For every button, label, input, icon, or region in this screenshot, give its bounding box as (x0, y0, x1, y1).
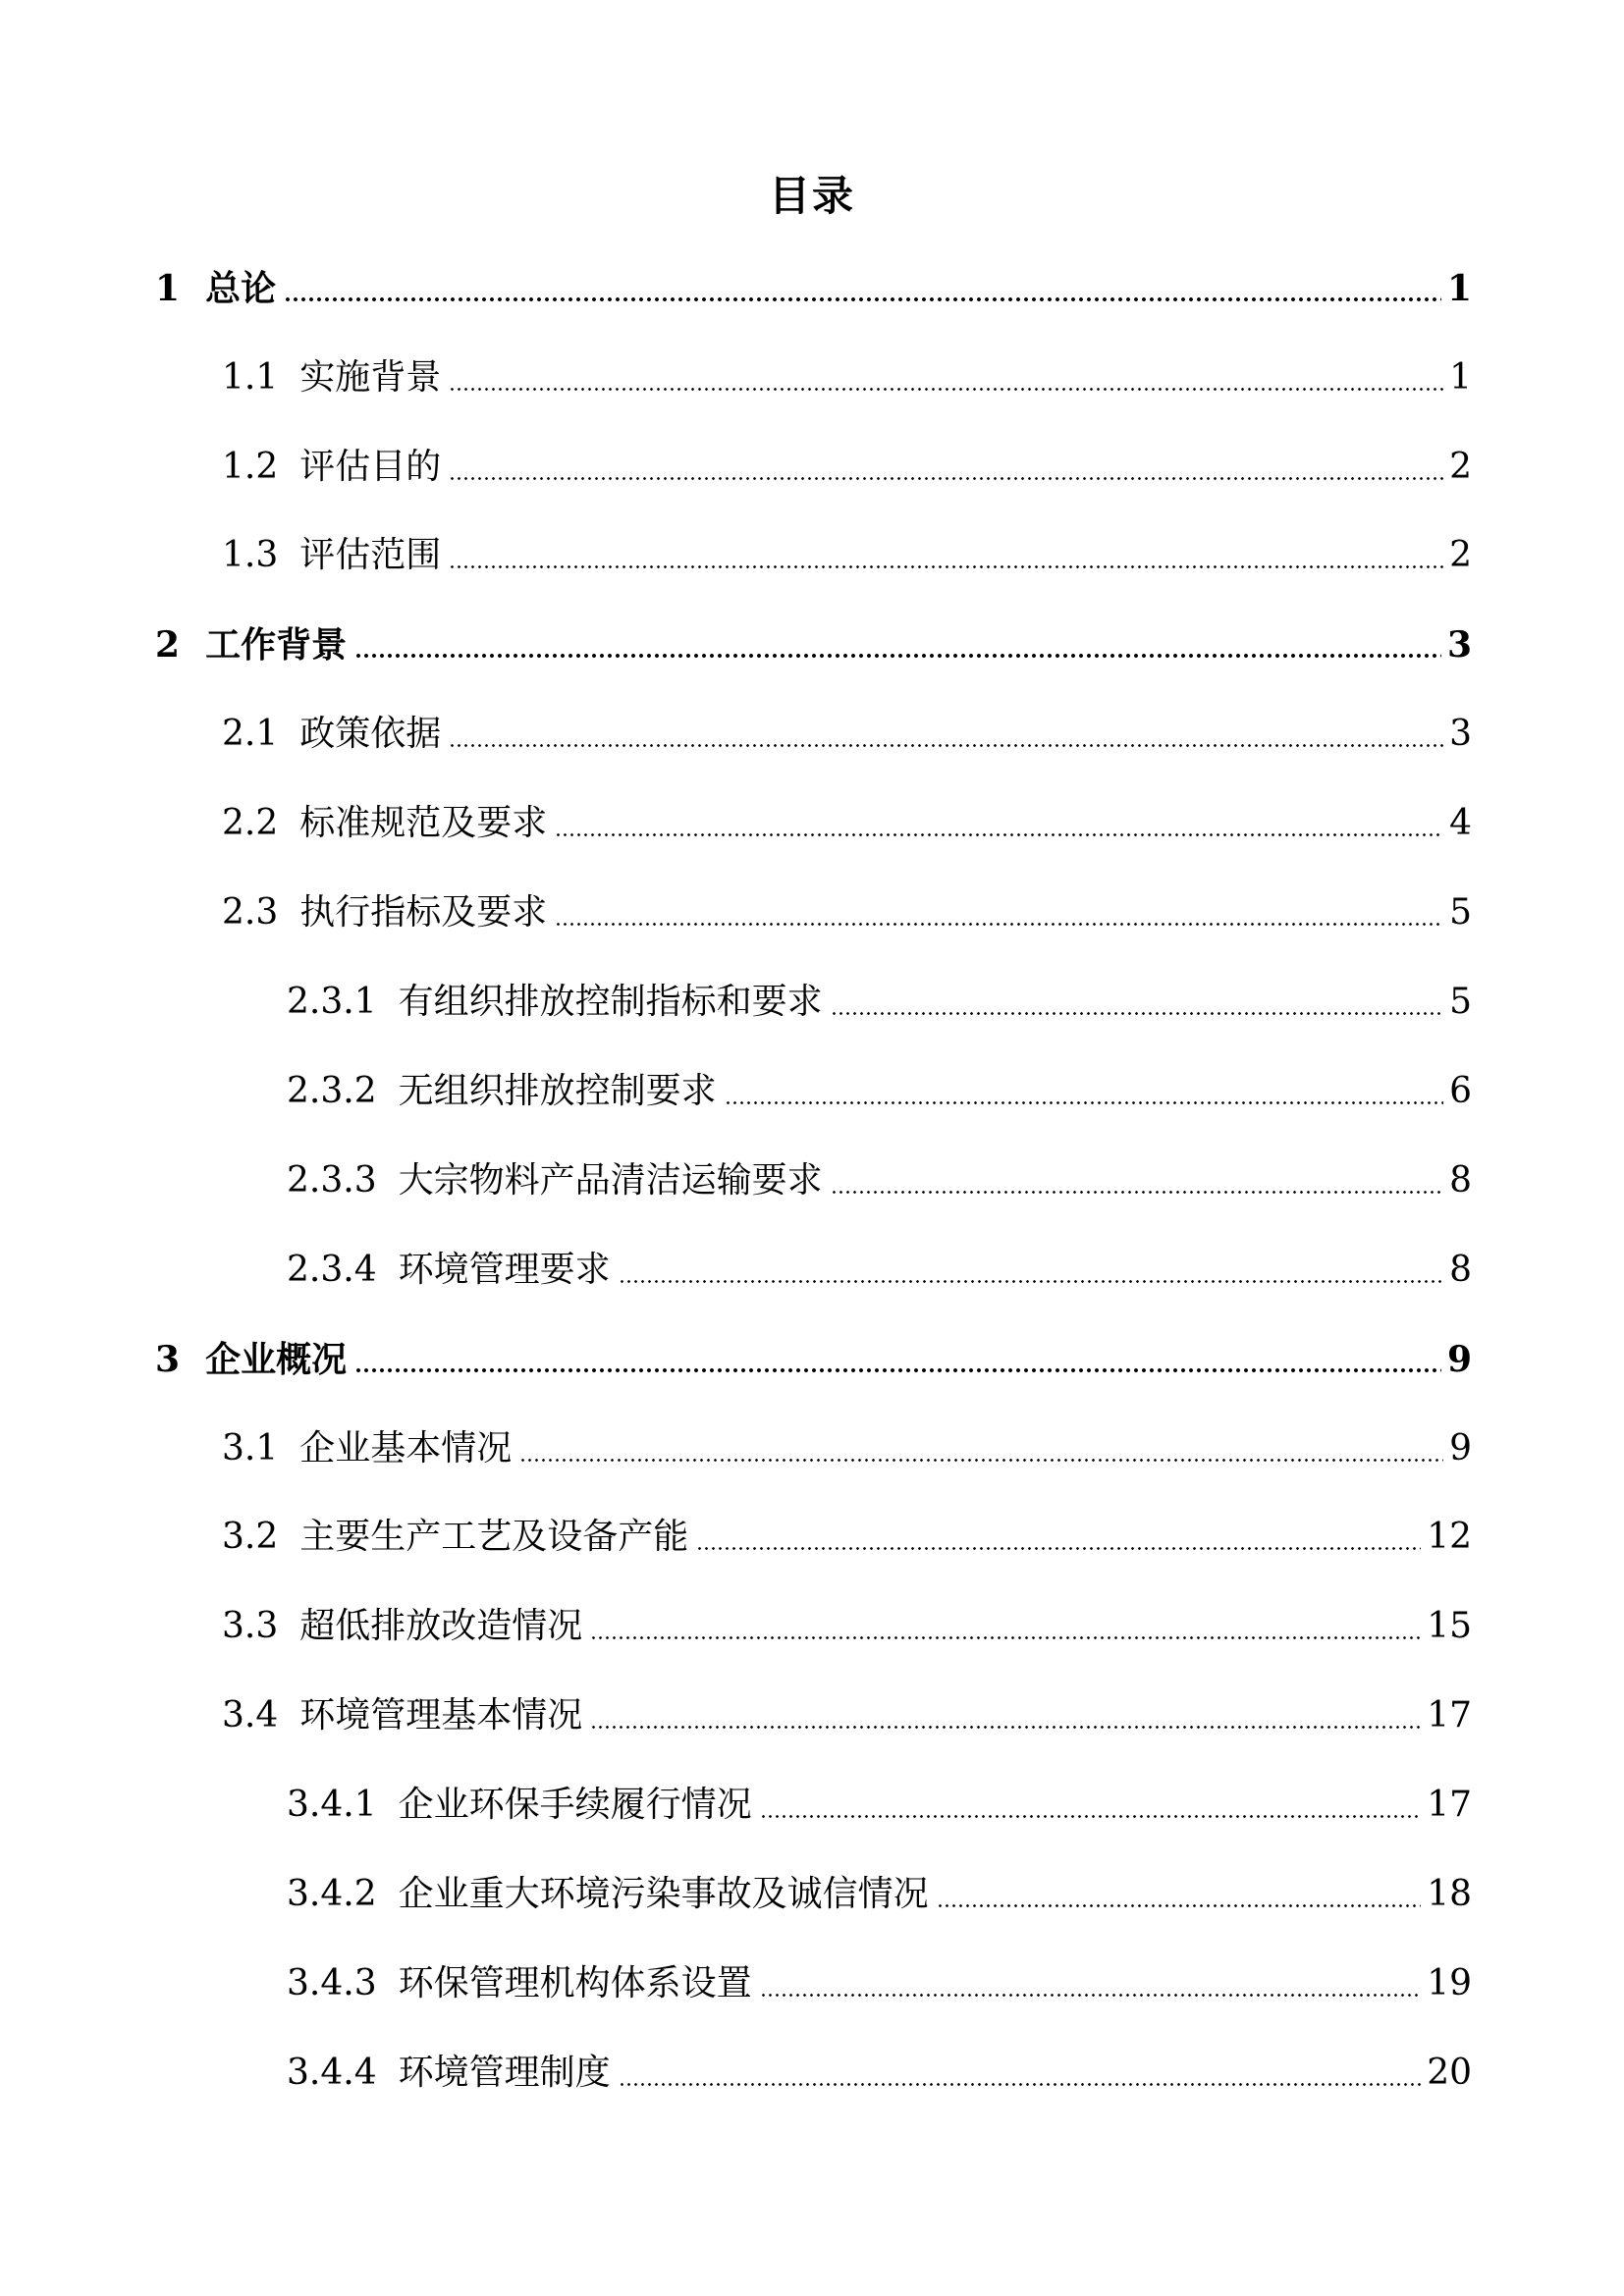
toc-entry-page: 15 (1427, 1606, 1472, 1646)
toc-entry-section[interactable] (222, 1512, 1472, 1563)
dot-leader (590, 1636, 1421, 1639)
toc-entry-subsection[interactable] (287, 1958, 1472, 2009)
dot-leader (555, 923, 1443, 926)
toc-entry-number: 1 (155, 268, 181, 309)
toc-entry-number: 2.3 (222, 892, 279, 933)
toc-entry-number: 2.2 (222, 803, 279, 843)
toc-entry-page: 4 (1449, 803, 1472, 843)
dot-leader (619, 2083, 1422, 2086)
toc-entry-page: 8 (1449, 1160, 1472, 1201)
toc-entry-page: 9 (1446, 1339, 1472, 1380)
toc-entry-page: 18 (1427, 1874, 1472, 1914)
toc-entry-title: 环境管理制度 (398, 2053, 611, 2093)
toc-entry-page: 20 (1427, 2053, 1472, 2093)
toc-entry-page: 17 (1427, 1695, 1472, 1735)
dot-leader (449, 477, 1443, 480)
dot-leader (619, 1280, 1443, 1283)
dot-leader (831, 1012, 1443, 1015)
toc-entry-section[interactable] (222, 1423, 1472, 1474)
toc-entry-title: 超低排放改造情况 (299, 1606, 583, 1646)
toc-entry-number: 3.4.3 (287, 1963, 377, 2003)
toc-entry-title: 无组织排放控制要求 (398, 1071, 717, 1111)
dot-leader (449, 744, 1443, 747)
toc-entry-page: 19 (1427, 1963, 1472, 2003)
toc-entry-number: 3.4.4 (287, 2053, 377, 2093)
toc-entry-title: 有组织排放控制指标和要求 (398, 982, 823, 1022)
toc-entry-title: 环境管理基本情况 (299, 1695, 583, 1735)
toc-entry-section[interactable] (222, 530, 1472, 581)
toc-entry-title: 环保管理机构体系设置 (398, 1963, 752, 2003)
toc-entry-title: 实施背景 (299, 357, 442, 398)
toc-entry-number: 1.1 (222, 357, 279, 398)
toc-entry-section[interactable] (222, 442, 1472, 493)
toc-entry-page: 12 (1427, 1517, 1472, 1557)
toc-entry-number: 3.4.2 (287, 1874, 377, 1914)
dot-leader (760, 1994, 1422, 1997)
toc-entry-page: 1 (1449, 357, 1472, 398)
dot-leader (284, 297, 1441, 301)
dot-leader (555, 833, 1443, 836)
toc-entry-number: 3.3 (222, 1606, 279, 1646)
toc-entry-section[interactable] (222, 1690, 1472, 1741)
toc-entry-number: 3.4 (222, 1695, 279, 1735)
toc-entry-section[interactable] (222, 709, 1472, 760)
toc-entry-title: 标准规范及要求 (299, 803, 548, 843)
toc-entry-title: 企业概况 (205, 1339, 348, 1380)
toc-entry-title: 评估目的 (299, 447, 442, 487)
toc-title: 目录 (768, 172, 855, 220)
toc-entry-subsection[interactable] (287, 1869, 1472, 1920)
toc-entry-title: 企业环保手续履行情况 (398, 1785, 752, 1825)
dot-leader (449, 388, 1443, 391)
toc-entry-title: 执行指标及要求 (299, 892, 548, 933)
toc-entry-title: 主要生产工艺及设备产能 (299, 1517, 689, 1557)
dot-leader (696, 1547, 1421, 1550)
toc-entry-section[interactable] (222, 1601, 1472, 1652)
toc-entry-title: 工作背景 (205, 624, 348, 666)
toc-entry-title: 评估范围 (299, 535, 442, 575)
toc-entry-number: 2.3.4 (287, 1250, 377, 1290)
toc-entry-title: 企业基本情况 (299, 1428, 513, 1468)
toc-entry-section[interactable] (222, 352, 1472, 403)
dot-leader (354, 1368, 1441, 1372)
toc-entry-title: 总论 (205, 268, 277, 309)
toc-entry-page: 6 (1449, 1071, 1472, 1111)
toc-entry-page: 3 (1446, 624, 1472, 666)
toc-entry-number: 1.2 (222, 447, 279, 487)
toc-entry-number: 3 (155, 1339, 181, 1380)
toc-entry-number: 2.3.1 (287, 982, 377, 1022)
toc-entry-section[interactable] (222, 798, 1472, 849)
toc-entry-page: 5 (1449, 892, 1472, 933)
toc-entry-subsection[interactable] (287, 977, 1472, 1028)
toc-entry-subsection[interactable] (287, 1245, 1472, 1296)
dot-leader (449, 565, 1443, 568)
toc-entry-subsection[interactable] (287, 1155, 1472, 1206)
toc-entry-section[interactable] (222, 887, 1472, 938)
toc-entry-number: 3.1 (222, 1428, 279, 1468)
toc-entry-page: 5 (1449, 982, 1472, 1022)
toc-entry-title: 政策依据 (299, 714, 442, 754)
toc-entry-page: 2 (1449, 535, 1472, 575)
dot-leader (831, 1191, 1443, 1194)
toc-entry-subsection[interactable] (287, 2048, 1472, 2099)
toc-entry-title: 环境管理要求 (398, 1250, 611, 1290)
toc-entry-title: 企业重大环境污染事故及诚信情况 (398, 1874, 929, 1914)
dot-leader (760, 1815, 1422, 1818)
dot-leader (519, 1459, 1443, 1462)
toc-entry-number: 2 (155, 624, 181, 666)
toc-entry-page: 2 (1449, 447, 1472, 487)
toc-entry-page: 8 (1449, 1250, 1472, 1290)
dot-leader (590, 1726, 1421, 1729)
dot-leader (725, 1101, 1443, 1104)
toc-entry-subsection[interactable] (287, 1780, 1472, 1831)
toc-entry-page: 9 (1449, 1428, 1472, 1468)
dot-leader (354, 654, 1441, 658)
toc-entry-title: 大宗物料产品清洁运输要求 (398, 1160, 823, 1201)
dot-leader (937, 1904, 1422, 1907)
toc-entry-number: 3.4.1 (287, 1785, 377, 1825)
toc-entry-number: 1.3 (222, 535, 279, 575)
toc-entry-chapter[interactable] (155, 1334, 1472, 1385)
toc-entry-number: 3.2 (222, 1517, 279, 1557)
toc-entry-number: 2.3.3 (287, 1160, 377, 1201)
toc-entry-number: 2.1 (222, 714, 279, 754)
toc-entry-chapter[interactable] (155, 263, 1472, 314)
toc-entry-page: 1 (1446, 268, 1472, 309)
toc-entry-subsection[interactable] (287, 1066, 1472, 1117)
toc-entry-chapter[interactable] (155, 619, 1472, 670)
toc-entry-page: 3 (1449, 714, 1472, 754)
toc-entry-page: 17 (1427, 1785, 1472, 1825)
toc-entry-number: 2.3.2 (287, 1071, 377, 1111)
